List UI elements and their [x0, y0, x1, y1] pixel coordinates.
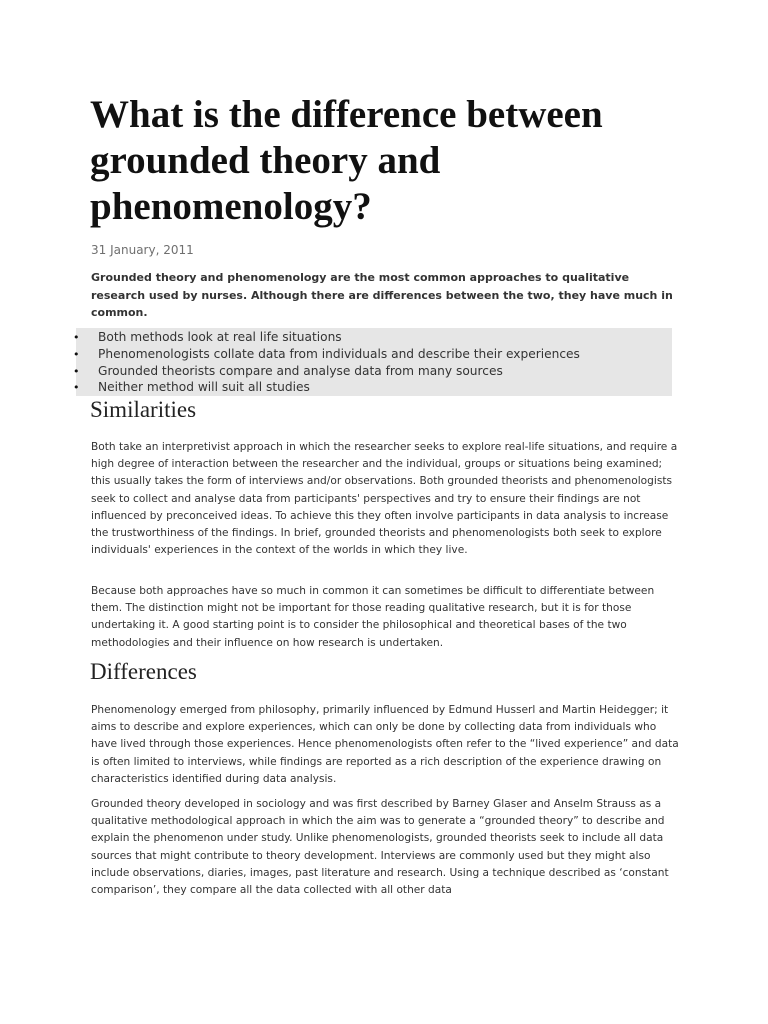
bullet-icon: • [73, 381, 80, 394]
key-point-text: Neither method will suit all studies [98, 380, 310, 394]
similarities-paragraph-2: Because both approaches have so much in common it can sometimes be difficult to differentiate between them. The distinction might not be important for those reading qualitative research, but it is for those undertaking it. A good starting point is to consider the philosophical and theoretical bases of the two methodologies and their influence on how research is undertaken. [91, 585, 655, 649]
similarities-paragraph-1: Both take an interpretivist approach in which the researcher seeks to explore real-life situations, and require a high degree of interaction between the researcher and the individual, groups or situations being examined; this usually takes the form of interviews and/or observations. Both grounded theorists and phenomenologists seek to collect and analyse data from participants' perspectives and try to ensure their findings are not influenced by preconceived ideas. To achieve this they often involve participants in data analysis to increase the trustworthiness of the findings. In brief, grounded theorists and phenomenologists both seek to explore individuals' experiences in the context of the worlds in which they live. [91, 441, 678, 557]
key-point-text: Both methods look at real life situations [98, 330, 342, 344]
intro-paragraph: Grounded theory and phenomenology are the most common approaches to qualitative research used by nurses. Although there are differences between the two, they have much in common. [91, 271, 673, 319]
key-point-item [73, 379, 672, 396]
key-point-item [73, 346, 672, 363]
bullet-icon: • [73, 331, 80, 344]
bullet-icon: • [73, 348, 80, 361]
section-heading-similarities: Similarities [90, 397, 197, 422]
differences-paragraph-2: Grounded theory developed in sociology and was first described by Barney Glaser and Anselm Strauss as a qualitative methodological approach in which the aim was to generate a “grounded theory” to describe and explain the phenomenon under study. Unlike phenomenologists, grounded theorists seek to include all data sources that might contribute to theory development. Interviews are commonly used but they might also include observations, diaries, images, past literature and research. Using a technique described as ‘constant comparison’, they compare all the data collected with all other data [91, 798, 669, 897]
page-title: What is the difference between grounded theory and phenomenology? [90, 93, 603, 228]
publish-date: 31 January, 2011 [91, 243, 194, 257]
section-heading-differences: Differences [90, 659, 197, 684]
bullet-icon: • [73, 365, 80, 378]
key-point-text: Grounded theorists compare and analyse data from many sources [98, 364, 503, 378]
key-point-item [73, 363, 672, 380]
key-point-item [73, 329, 672, 346]
differences-paragraph-1: Phenomenology emerged from philosophy, primarily influenced by Edmund Husserl and Martin Heidegger; it aims to describe and explore experiences, which can only be done by collecting data from individuals who have lived through those experiences. Hence phenomenologists often refer to the “lived experience” and data is often limited to interviews, while findings are reported as a rich description of the experience drawing on characteristics identified during data analysis. [91, 704, 679, 785]
key-point-text: Phenomenologists collate data from individuals and describe their experiences [98, 347, 580, 361]
key-points-box [73, 328, 672, 396]
